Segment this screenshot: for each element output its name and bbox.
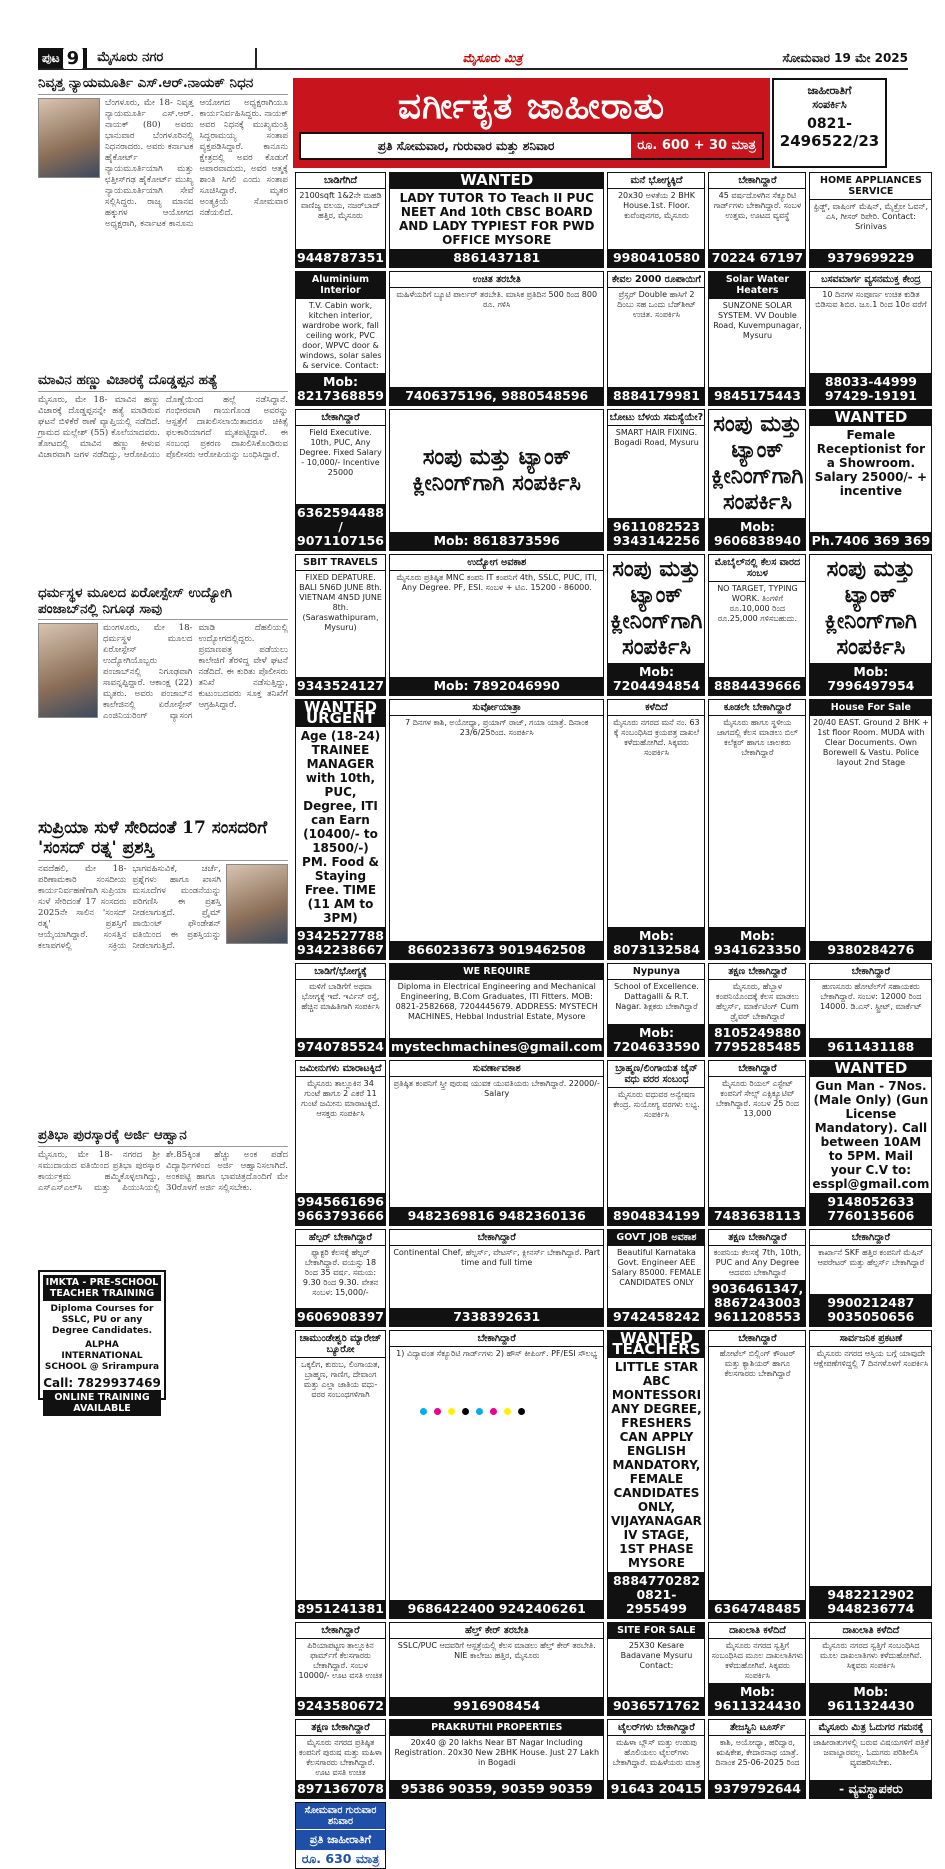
ad-phone: Mob: 9606838940	[709, 518, 805, 550]
story-body: ಬೆಂಗಳೂರು, ಮೇ 18- ನಿವೃತ್ತ ನ್ಯಾಯಮೂರ್ತಿ ಎಸ್.ಆರ್. ನಾಯಕ್ (80) ಅವರು ಭಾನುವಾರ ಬೆಂಗಳೂರಿನಲ್ಲಿ ನಿಧನರಾದರು. ಅವರು ಕರ್ನಾಟಕ ಹೈಕೋರ್ಟ್ ನ್ಯಾಯಮೂರ್ತಿಯಾಗಿ ಮತ್ತು ಛತ್ತೀಸ್‌ಗಢ ಹೈಕೋರ್ಟ್ ಮುಖ್ಯ ನ್ಯಾಯಮೂರ್ತಿಯಾಗಿ ಸೇವೆ ಸಲ್ಲಿಸಿದ್ದರು. ರಾಜ್ಯ ಮಾನವ ಹಕ್ಕುಗಳ ಆಯೋಗದ ಅಧ್ಯಕ್ಷರಾಗಿ, ಕರ್ನಾಟಕ ಕಾನೂನು ಆಯೋಗದ ಅಧ್ಯಕ್ಷರಾಗಿಯೂ ಕಾರ್ಯನಿರ್ವಹಿಸಿದ್ದರು. ನಾಯಕ್ ಅವರ ನಿಧನಕ್ಕೆ ಮುಖ್ಯಮಂತ್ರಿ ಸಿದ್ದರಾಮಯ್ಯ ಸಂತಾಪ ವ್ಯಕ್ತಪಡಿಸಿದ್ದಾರೆ. ಕಾನೂನು ಕ್ಷೇತ್ರದಲ್ಲಿ ಅವರ ಕೊಡುಗೆ ಅಪಾರವಾದುದು, ಅವರ ಆತ್ಮಕ್ಕೆ ಶಾಂತಿ ಸಿಗಲಿ ಎಂದು ಸಂತಾಪ ಸೂಚಿಸಿದ್ದಾರೆ. ಮೃತರ ಅಂತ್ಯಕ್ರಿಯೆ ಸೋಮವಾರ ನಡೆಯಲಿದೆ.	[105, 97, 289, 229]
ad-body: ಮೈಸೂರು ವಧುವರ ಅನ್ವೇಷಣ ಕೇಂದ್ರ. ಸುಯೋಗ್ಯ ವರಗಳು ಲಭ್ಯ. ಸಂಪರ್ಕಿಸಿ	[613, 1090, 700, 1119]
ad-heading: PRAKRUTHI PROPERTIES	[390, 1720, 604, 1736]
ad-heading: ಕಳೆದಿದೆ	[608, 700, 704, 716]
classified-ad	[389, 1622, 605, 1716]
ad-body: ಪ್ರತಿ ಜಾಹೀರಾತಿಗೆ	[309, 1833, 372, 1846]
paper-logo: ಮೈಸೂರು ಮಿತ್ರ	[462, 50, 523, 65]
classified-ad	[389, 699, 605, 960]
ad-body: ಮೈಸೂರು ನಗರದ ಮನೆ ನಂ. 63 ಕ್ಕೆ ಸಂಬಂಧಿಸಿದ ಕ್ರಯಪತ್ರ ದಾಖಲೆ ಕಳೆದುಹೋಗಿದೆ. ಸಿಕ್ಕವರು ಸಂಪರ್ಕಿಸಿ	[613, 718, 700, 757]
ad-heading: WANTED TEACHERS	[608, 1331, 704, 1358]
ad-body: ಕಾಶಿ, ಅಯೋಧ್ಯಾ, ಹರಿದ್ವಾರ, ಋಷಿಕೇಶ, ಕೇದಾರನಾಥ ಯಾತ್ರೆ. ದಿನಾಂಕ 25-06-2025 ರಿಂದ	[715, 1738, 800, 1767]
classified-ad	[389, 409, 605, 551]
classified-ad	[295, 554, 386, 696]
ad-phone: Mob: 9341623350	[709, 927, 805, 959]
ad-heading: Aluminium Interior	[296, 272, 385, 299]
ad-phone: 8884439666	[709, 677, 805, 695]
classified-ad	[607, 172, 705, 268]
classified-ad	[708, 271, 806, 406]
ad-body: Continental Chef, ಹೆಲ್ಪರ್ಸ್, ವೇಟರ್ಸ್, ಕ್ಲೀನರ್ಸ್ ಬೇಕಾಗಿದ್ದಾರೆ. Part time and full time	[393, 1248, 601, 1267]
ad-heading: ಚಾಮುಂಡೇಶ್ವರಿ ಮ್ಯಾರೇಜ್ ಬ್ಯೂರೋ	[296, 1331, 385, 1358]
contact-phone2: 2496522/23	[779, 132, 880, 150]
ad-heading: ಟೈಲರ್‌ಗಳು ಬೇಕಾಗಿದ್ದಾರೆ	[608, 1720, 704, 1736]
ad-heading: ದಾಖಲಾತಿ ಕಳೆದಿದೆ	[709, 1623, 805, 1639]
ad-body: 20/40 EAST. Ground 2 BHK + 1st floor Room. MUDA with Clear Documents. Own Borewell & Vastu. Police layout 2nd Stage	[812, 718, 929, 767]
ad-body: Field Executive. 10th, PUC, Any Degree. Fixed Salary - 10,000/- Incentive 25000	[299, 428, 382, 477]
ad-body: ಸಂಪು ಮತ್ತು ಟ್ಯಾಂಕ್ ಕ್ಲೀನಿಂಗ್‌ಗಾಗಿ ಸಂಪರ್ಕಿಸಿ	[610, 557, 703, 660]
portrait-photo	[38, 98, 100, 178]
news-story	[38, 1126, 288, 1226]
ad-phone: 9606908397	[297, 1309, 384, 1324]
story-headline: ಸುಪ್ರಿಯಾ ಸುಳೆ ಸೇರಿದಂತೆ 17 ಸಂಸದರಿಗೆ 'ಸಂಸದ್ ರತ್ನ' ಪ್ರಶಸ್ತಿ	[38, 817, 288, 861]
ad-heading: ತಕ್ಷಣ ಬೇಕಾಗಿದ್ದಾರೆ	[709, 1230, 805, 1246]
banner-strip	[299, 132, 764, 160]
ad-heading: ಬ್ರಾಹ್ಮಣ/ಲಿಂಗಾಯತ ಜೈನ್ ವಧು ವರರ ಸಂಬಂಧ	[608, 1061, 704, 1088]
ad-heading: ಸುವರ್ಣಾವಕಾಶ	[390, 1061, 604, 1077]
classified-ad	[809, 699, 932, 960]
ad-body: 1) ವಿದ್ಯಾವಂತ ಸೆಕ್ಯೂರಿಟಿ ಗಾರ್ಡ್‌ಗಳು 2) ಹೌಸ್ ಕೀಪಿಂಗ್. PF/ESI ಸೌಲಭ್ಯ	[396, 1349, 598, 1358]
ad-body: ಸಂಪು ಮತ್ತು ಟ್ಯಾಂಕ್ ಕ್ಲೀನಿಂಗ್‌ಗಾಗಿ ಸಂಪರ್ಕಿಸಿ	[711, 412, 804, 515]
banner-price: ರೂ. 600 + 30 ಮಾತ್ರ	[631, 134, 762, 158]
classified-ad	[295, 1060, 386, 1226]
ad-phone: mystechmachines@gmail.com	[390, 1039, 603, 1054]
ad-phone: 9740785524	[297, 1039, 384, 1054]
ad-heading: ಬೇಕಾಗಿದ್ದಾರೆ	[709, 1331, 805, 1347]
ad-heading: HOME APPLIANCES SERVICE	[810, 173, 931, 200]
ad-heading: ಬೇಕಾಗಿದ್ದಾರೆ	[810, 964, 931, 980]
ad-phone: Mob: 8618373596	[390, 532, 604, 550]
ad-phone: - ವ್ಯವಸ್ಥಾಪಕರು	[810, 1780, 931, 1798]
ad-body: ಮೈಸೂರು ಹಾಗೂ ಸ್ಥಳೀಯ ಜಾಗದಲ್ಲಿ ಕೆಲಸ ಮಾಡಲು ಬಿಲ್ ಕಲೆಕ್ಟರ್ ಹಾಗೂ ಚಾಲಕರು ಬೇಕಾಗಿದ್ದಾರೆ	[716, 718, 798, 757]
ad-phone: 95386 90359, 90359 90359	[390, 1780, 604, 1798]
ad-phone: 9945661696 9663793666	[297, 1194, 384, 1223]
contact-line1: ಜಾಹೀರಾತಿಗೆ	[807, 84, 852, 97]
ad-body: 10 ದಿನಗಳ ಸಂಪೂರ್ಣ ಉಚಿತ ಕುಡಿತ ಬಿಡಿಸುವ ಶಿಬಿರ. ಜೂ.1 ರಿಂದ 10ರ ವರೆಗೆ	[815, 290, 927, 309]
ad-phone: 9036461347, 8867243003 9611208553	[709, 1280, 805, 1326]
ad-phone: Mob: 7996497954	[810, 663, 931, 695]
ad-phone: 9482212902 9448236774	[810, 1586, 931, 1618]
banner-days: ಪ್ರತಿ ಸೋಮವಾರ, ಗುರುವಾರ ಮತ್ತು ಶನಿವಾರ	[377, 138, 555, 153]
ad-heading: SBIT TRAVELS	[296, 555, 385, 571]
classified-ad	[607, 1622, 705, 1716]
ad-phone: Ph.7406 369 369	[811, 533, 931, 548]
ad-body: 25X30 Kesare Badavane Mysuru Contact:	[620, 1641, 693, 1670]
ad-phone: 9379699229	[810, 249, 931, 267]
contact-phone1: 0821-	[807, 116, 852, 132]
news-column	[38, 74, 288, 1404]
classified-ad	[708, 1622, 806, 1716]
ad-phone: 8971367078	[297, 1781, 384, 1796]
ad-body: ಪ್ರತಿಷ್ಠಿತ ಕಂಪನಿಗೆ ಸ್ತ್ರೀ ಪುರುಷ ಯುವಕ ಯುವತಿಯರು ಬೇಕಾಗಿದ್ದಾರೆ. 22000/- Salary	[393, 1079, 600, 1098]
ad-phone: 9742458242	[608, 1308, 704, 1326]
ad-body: ಮೈಸೂರು ಪ್ರತಿಷ್ಠಿತ MNC ಕಂಪನಿ IT ಕಂಪನಿಗೆ 4th, SSLC, PUC, ITI, Any Degree. PF, ESI. ಸಂಬಳ + ಟಿಎ. 15200 - 86000.	[396, 573, 597, 592]
ad-phone: 8884770282 0821-2955499	[608, 1572, 704, 1618]
classified-ad	[607, 409, 705, 551]
ad-body: LITTLE STAR ABC MONTESSORI ANY DEGREE, FRESHERS CAN APPLY ENGLISH MANDATORY, FEMALE CANDIDATES ONLY, VIJAYANAGAR IV STAGE, 1ST PHASE MYSORE	[611, 1360, 702, 1570]
ad-body: Beautiful Karnataka Govt. Engineer AEE Salary 85000. FEMALE CANDIDATES ONLY	[611, 1248, 702, 1287]
ad-phone: Mob: 9611324430	[810, 1683, 931, 1715]
ad-body: ಫ್ಯಾಕ್ಟರಿ ಕೆಲಸಕ್ಕೆ ಹೆಲ್ಪರ್ ಬೇಕಾಗಿದ್ದಾರೆ. ವಯಸ್ಸು 18 ರಿಂದ 35 ವರ್ಷ. ಸಮಯ: 9.30 ರಿಂದ 9.30. ವೇತನ ಸಂಬಳ: 15,000/-	[302, 1248, 379, 1297]
classified-ad	[607, 1229, 705, 1327]
classified-ad	[295, 1622, 386, 1716]
ad-body: FIXED DEPATURE. BALI 5N6D JUNE 8th. VIETNAM 4N5D JUNE 8th. (Saraswathipuram, Mysuru)	[299, 573, 382, 632]
classified-ad	[809, 1060, 932, 1226]
ad-body: ಮೈಸೂರು ನಗರದ ಸ್ವತ್ತಿಗೆ ಸಂಬಂಧಿಸಿದ ಮೂಲ ದಾಖಲಾತಿಗಳು ಕಳೆದುಹೋಗಿವೆ. ಸಿಕ್ಕವರು ಸಂಪರ್ಕಿಸಿ	[819, 1641, 922, 1670]
ad-body: ಮೈಸೂರು ನಗರದ ಆಸ್ತಿಯ ಬಗ್ಗೆ ಯಾವುದೇ ಆಕ್ಷೇಪಣೆಗಳಿದ್ದಲ್ಲಿ 7 ದಿನಗಳೊಳಗೆ ಸಂಪರ್ಕಿಸಿ	[813, 1349, 929, 1368]
classified-ad	[389, 271, 605, 406]
ad-phone: 8951241381	[297, 1601, 384, 1616]
classified-ad	[708, 1330, 806, 1619]
ad-heading: ಜಮೀನುಗಳು ಮಾರಾಟಕ್ಕಿದೆ	[296, 1061, 385, 1077]
ad-heading: ಬೇಕಾಗಿದ್ದಾರೆ	[709, 173, 805, 189]
ad-phone: 9686422400 9242406261	[390, 1600, 604, 1618]
school-ad	[38, 1270, 166, 1414]
ad-phone: 88033-44999 97429-19191	[810, 373, 931, 405]
ad-body: Diploma in Electrical Engineering and Mechanical Engineering, B.Com Graduates, ITI Fitters. MOB: 0821-2582668, 7204445679. ADDRESS: MYSTECH MACHINES, Hebbal Industrial Estate, Mysore	[395, 982, 598, 1021]
ad-phone: 6364748485	[709, 1600, 805, 1618]
ad-phone: 9243580672	[297, 1698, 384, 1713]
ad-phone: Mob: 8073132584	[608, 927, 704, 959]
ad-phone: 8660233673 9019462508	[390, 941, 604, 959]
ad-phone: 6362594488 / 9071107156	[297, 505, 384, 548]
ad-body: ಮೈಸೂರು ತಾಲ್ಲೂಕಿನ 34 ಗುಂಟೆ ಹಾಗೂ 2 ಎಕರೆ 11 ಗುಂಟೆ ಜಮೀನು ಮಾರಾಟಕ್ಕಿದೆ. ಆಸಕ್ತರು ಸಂಪರ್ಕಿಸಿ	[301, 1079, 380, 1118]
news-story	[38, 817, 288, 1121]
ad-phone: 8884179981	[608, 387, 704, 405]
ad-phone: 91643 20415	[608, 1780, 704, 1798]
ad-heading: SITE FOR SALE	[608, 1623, 704, 1639]
ad-heading: WANTED	[810, 1061, 931, 1077]
section-title: ಮೈಸೂರು ನಗರ	[97, 48, 257, 68]
classified-ad	[389, 172, 605, 268]
ad-heading: ಸುರ್ವೋಯಾತ್ರಾ	[390, 700, 604, 716]
ad-phone: Mob: 7204633590	[608, 1024, 704, 1056]
ad-phone: 9343524127	[297, 678, 384, 693]
ad-heading: ಉದ್ಯೋಗ ಅವಕಾಶ	[390, 555, 604, 571]
ad-phone: Mob: 7204494854	[608, 663, 704, 695]
ad-heading: Nypunya	[608, 964, 704, 980]
classified-ad	[607, 963, 705, 1057]
classified-ad	[295, 1330, 386, 1619]
ad-phone: Mob: 7892046990	[390, 677, 604, 695]
ad-phone: 9379792644	[709, 1780, 805, 1798]
ad-heading: ಬೇಕಾಗಿದ್ದಾರೆ	[810, 1230, 931, 1246]
ad-body: ಸಂಪು ಮತ್ತು ಟ್ಯಾಂಕ್ ಕ್ಲೀನಿಂಗ್‌ಗಾಗಿ ಸಂಪರ್ಕಿಸಿ	[824, 557, 917, 660]
ad-body: Age (18-24) TRAINEE MANAGER with 10th, PUC, Degree, ITI can Earn (10400/- to 18500/-) PM. Food & Staying Free. TIME (11 AM to 3PM)	[300, 729, 381, 925]
ad-body: ಪ್ರೆಸ್ಸರ್ Double ಹಾಸಿಗೆ 2 ದಿಂಬು ಸಹ ಒಂದು ಬೆಡ್‌ಶೀಟ್ ಉಚಿತ. ಸಂಪರ್ಕಿಸಿ	[617, 290, 696, 319]
ad-body: ಕಂಪನಿಯ ಕೆಲಸಕ್ಕೆ 7th, 10th, PUC and Any Degree ಆದವರು ಬೇಕಾಗಿದ್ದಾರೆ	[713, 1248, 802, 1277]
news-story	[38, 371, 288, 579]
classified-ad	[295, 1802, 386, 1869]
ad-heading: ಬೇಕಾಗಿದ್ದಾರೆ	[390, 1230, 604, 1246]
banner-title: ವರ್ಗೀಕೃತ ಜಾಹೀರಾತು	[397, 86, 666, 127]
classified-ad	[607, 554, 705, 696]
ad-body: Female Receptionist for a Showroom. Salary 25000/- + incentive	[814, 428, 928, 498]
ad-heading: House For Sale	[810, 700, 931, 716]
news-story	[38, 584, 288, 812]
ad-heading: WANTED	[390, 173, 604, 189]
ad-contact-box	[772, 78, 887, 168]
ad-heading: ಬಾಡಿಗೆಗಿದೆ	[296, 173, 385, 189]
ad-phone: 9980410580	[608, 249, 704, 267]
classified-ad	[708, 172, 806, 268]
ad-body: 20x30 ಅಳತೆಯ 2 BHK House.1st. Floor. ಕುವೆಂಪುನಗರ, ಮೈಸೂರು	[617, 191, 695, 220]
ad-heading: ಹೆಲ್ತ್ ಕೇರ್ ತರಬೇತಿ	[390, 1623, 604, 1639]
school-ad-name: ALPHA INTERNATIONAL SCHOOL @ Srirampura	[44, 1340, 160, 1372]
story-body: ಮಂಗಳೂರು, ಮೇ 18- ಧರ್ಮಸ್ಥಳ ಮೂಲದ ಏರೋಸ್ಪೇಸ್ ಉದ್ಯೋಗಿಯೊಬ್ಬರು ಪಂಜಾಬ್‌ನಲ್ಲಿ ನಿಗೂಢವಾಗಿ ಸಾವನ್ನಪ್ಪಿದ್ದಾರೆ. ಆಕಾಂಕ್ಷ (22) ಮೃತರು. ಅವರು ಪಂಜಾಬ್‌ನ ಕಾಲೇಜಿನಲ್ಲಿ ಏರೋಸ್ಪೇಸ್ ಎಂಜಿನಿಯರಿಂಗ್ ವ್ಯಾಸಂಗ ಮಾಡಿ ದೆಹಲಿಯಲ್ಲಿ ಉದ್ಯೋಗದಲ್ಲಿದ್ದರು. ಪ್ರಮಾಣಪತ್ರ ಪಡೆಯಲು ಕಾಲೇಜಿಗೆ ತೆರಳಿದ್ದ ವೇಳೆ ಘಟನೆ ನಡೆದಿದೆ. ಈ ಕುರಿತು ಪೊಲೀಸರು ತನಿಖೆ ನಡೆಸುತ್ತಿದ್ದು, ಕುಟುಂಬದವರು ಸೂಕ್ತ ತನಿಖೆಗೆ ಆಗ್ರಹಿಸಿದ್ದಾರೆ.	[103, 623, 288, 722]
classified-ad	[708, 699, 806, 960]
classified-ad	[389, 554, 605, 696]
classified-ad	[389, 1060, 605, 1226]
contact-line2: ಸಂಪರ್ಕಿಸಿ	[812, 98, 847, 111]
ad-heading: ಬೋಟು ಬೆಳಯ ಸಮಸ್ಯೆಯೇ?	[608, 410, 704, 426]
ad-heading: ತೇಜಸ್ವಿನಿ ಟೂರ್ಸ್	[709, 1720, 805, 1736]
ad-phone: 9482369816 9482360136	[390, 1207, 604, 1225]
classified-ad	[809, 1622, 932, 1716]
classified-ad	[607, 1719, 705, 1799]
ad-heading: ಕೂಡಲೇ ಬೇಕಾಗಿದ್ದಾರೆ	[709, 700, 805, 716]
ad-heading: ದಾಖಲಾತಿ ಕಳೆದಿದೆ	[810, 1623, 931, 1639]
ad-phone: 7483638113	[709, 1207, 805, 1225]
classified-ad	[295, 1229, 386, 1327]
ad-body: 7 ದಿನಗಳ ಕಾಶಿ, ಅಯೋಧ್ಯಾ, ಪ್ರಯಾಗ್ ರಾಜ್, ಗಯಾ ಯಾತ್ರೆ. ದಿನಾಂಕ 23/6/25ರಿಂದ. ಸಂಪರ್ಕಿಸಿ	[405, 718, 589, 737]
ad-heading: WANTED URGENT	[296, 700, 385, 727]
ad-phone: 9148052633 7760135606	[810, 1193, 931, 1225]
ad-heading: GOVT JOB ಅವಕಾಶ	[608, 1230, 704, 1246]
classified-ad	[389, 1330, 605, 1619]
portrait-photo	[226, 864, 288, 944]
ad-phone: 8105249880 7795285485	[709, 1024, 805, 1056]
ad-body: ಮೈಸೂರು ನಗರದ ಪ್ರತಿಷ್ಠಿತ ಕಂಪನಿಗೆ ಪುರುಷ ಮತ್ತು ಮಹಿಳಾ ಕೆಲಸಗಾರರು ಬೇಕಾಗಿದ್ದಾರೆ. ಊಟ ವಸತಿ ಉಚಿತ	[298, 1738, 383, 1777]
classified-ad	[295, 172, 386, 268]
ad-phone: 9900212487 9035050656	[810, 1294, 931, 1326]
ad-heading: ಬೇಕಾಗಿದ್ದಾರೆ	[296, 410, 385, 426]
ad-phone: 8904834199	[608, 1207, 704, 1225]
ad-heading: ಬಾಡಿಗೆ/ಭೋಗ್ಯಕ್ಕೆ	[296, 964, 385, 980]
news-story	[38, 74, 288, 366]
ad-heading: Solar Water Heaters	[709, 272, 805, 299]
ad-body: School of Excellence. Dattagalli & R.T. Nagar. ಶಿಕ್ಷಕರು ಬೇಕಾಗಿದ್ದಾರೆ	[614, 982, 699, 1011]
ad-body: Gun Man - 7Nos. (Male Only) (Gun License Mandatory). Call between 10AM to 5PM. Mail your C.V to: esspl@gmail.com	[812, 1079, 930, 1191]
classified-ad	[389, 1719, 605, 1799]
ad-phone: 9916908454	[390, 1697, 604, 1715]
ad-heading: ಮನೆ ಭೋಗ್ಯಕ್ಕಿದೆ	[608, 173, 704, 189]
classified-ad	[708, 554, 806, 696]
school-ad-title: IMKTA - PRE-SCHOOL TEACHER TRAINING	[43, 1275, 161, 1301]
classified-ad	[607, 699, 705, 960]
ad-heading: ಬಸವಮಾರ್ಗ ವ್ಯಸನಮುಕ್ತ ಕೇಂದ್ರ	[810, 272, 931, 288]
classifieds-banner	[293, 78, 770, 168]
ad-heading: ಸೋಮವಾರ ಗುರುವಾರ ಶನಿವಾರ	[296, 1803, 385, 1830]
ad-heading: ಮೈಸೂರು ಮಿತ್ರ ಓದುಗರ ಗಮನಕ್ಕೆ	[810, 1720, 931, 1736]
registration-marks	[0, 1408, 945, 1418]
ad-body: ಹೋಟೆಲ್ ಬಿಲ್ಲಿಂಗ್ ಕೌಂಟರ್ ಮತ್ತು ಕ್ಯಾಶಿಯರ್ ಹಾಗೂ ಕೆಲಸಗಾರರು ಬೇಕಾಗಿದ್ದಾರೆ	[719, 1349, 796, 1378]
ad-body: ಮಹಿಳಾ ಬ್ಲೌಸ್ ಮತ್ತು ಉಡುಪು ಹೊಲಿಯಲು ಟೈಲರ್‌ಗಳು ಬೇಕಾಗಿದ್ದಾರೆ. ಮಹಿಳೆಯರು ಮಾತ್ರ	[612, 1738, 701, 1767]
ad-body: ಪಿರಿಯಾಪಟ್ಟಣ ತಾಲ್ಲೂಕಿನ ಫಾರ್ಮ್‌ಗೆ ಕೆಲಸಗಾರರು ಬೇಕಾಗಿದ್ದಾರೆ. ಸಂಬಳ 10000/- ಊಟ ವಸತಿ ಉಚಿತ	[298, 1641, 383, 1680]
classified-ad	[809, 409, 932, 551]
ad-body: ಫ್ರಿಡ್ಜ್, ವಾಷಿಂಗ್ ಮೆಷಿನ್, ಮೈಕ್ರೋ ಓವನ್, ಎಸಿ, ಗೀಸರ್ ರಿಪೇರಿ. Contact: Srinivas	[813, 202, 929, 231]
story-headline: ಮಾವಿನ ಹಣ್ಣು ವಿಚಾರಕ್ಕೆ ದೊಡ್ಡಪ್ಪನ ಹತ್ಯೆ	[38, 371, 288, 392]
classified-ad	[295, 409, 386, 551]
ad-heading: ಬೇಕಾಗಿದ್ದಾರೆ	[709, 1061, 805, 1077]
story-headline: ಧರ್ಮಸ್ಥಳ ಮೂಲದ ಏರೋಸ್ಪೇಸ್ ಉದ್ಯೋಗಿ ಪಂಜಾಬ್‌ನಲ್ಲಿ ನಿಗೂಢ ಸಾವು	[38, 584, 288, 620]
classified-ads-grid	[295, 171, 931, 1866]
classified-ad	[809, 963, 932, 1057]
classified-ad	[295, 699, 386, 960]
ad-body: ಸಂಪು ಮತ್ತು ಟ್ಯಾಂಕ್ ಕ್ಲೀನಿಂಗ್‌ಗಾಗಿ ಸಂಪರ್ಕಿಸಿ	[412, 445, 581, 496]
ad-phone: 9611431188	[810, 1038, 931, 1056]
ad-body: ಜಾಹೀರಾತುಗಳಲ್ಲಿ ಬರುವ ವಿಷಯಗಳಿಗೆ ಪತ್ರಿಕೆ ಜವಾಬ್ದಾರವಲ್ಲ. ಓದುಗರು ಪರಿಶೀಲಿಸಿ ವ್ಯವಹರಿಸಬೇಕು.	[813, 1738, 929, 1767]
ad-body: ಮೈಸೂರು, ಹೆಬ್ಬಾಳ ಕಂಪನಿಯೊಂದಕ್ಕೆ ಕೆಲಸ ಮಾಡಲು ಹೆಲ್ಪರ್ಸ್, ಮಾರ್ಕೆಟಿಂಗ್ Cum ಡ್ರೈವರ್ ಬೇಕಾಗಿದ್ದಾರೆ	[715, 982, 799, 1021]
ad-phone: 9036571762	[608, 1697, 704, 1715]
ad-phone: Mob: 8217368859	[297, 374, 384, 403]
school-ad-note: ONLINE TRAINING AVAILABLE	[43, 1390, 161, 1416]
ad-phone: 8861437181	[390, 249, 604, 267]
ad-heading: ಸಾರ್ವಜನಿಕ ಪ್ರಕಟಣೆ	[810, 1331, 931, 1347]
ad-heading: WANTED	[810, 410, 931, 426]
ad-body: 20x40 @ 20 lakhs Near BT Nagar Including Registration. 20x30 New 2BHK House. Just 27 Lakh in Bogadi	[394, 1738, 600, 1767]
ad-heading: ಬೇಕಾಗಿದ್ದಾರೆ	[390, 1331, 604, 1347]
classified-ad	[809, 1719, 932, 1799]
school-ad-sub: Diploma Courses for SSLC, PU or any Degree Candidates.	[50, 1304, 154, 1336]
story-headline: ಪ್ರತಿಭಾ ಪುರಸ್ಕಾರಕ್ಕೆ ಅರ್ಜಿ ಆಹ್ವಾನ	[38, 1126, 288, 1147]
classified-ad	[607, 1330, 705, 1619]
classified-ad	[295, 271, 386, 406]
school-ad-phone: Call: 7829937469	[43, 1376, 161, 1390]
ad-heading: WE REQUIRE	[390, 964, 604, 980]
ad-body: SUNZONE SOLAR SYSTEM. VV Double Road, Kuvempunagar, Mysuru	[713, 301, 802, 340]
classified-ad	[809, 271, 932, 406]
classified-ad	[389, 1229, 605, 1327]
ad-body: LADY TUTOR TO Teach II PUC NEET And 10th CBSC BOARD AND LADY TYPIEST FOR PWD OFFICE MYSORE	[398, 191, 595, 247]
ad-body: 2100sqft 1&2ನೇ ಮಹಡಿ ವಾಣಿಜ್ಯ ವಲಯ, ನಜರ್‌ಬಾದ್ ಹತ್ತಿರ, ಮೈಸೂರು	[299, 191, 382, 220]
ad-heading: ತಕ್ಷಣ ಬೇಕಾಗಿದ್ದಾರೆ	[709, 964, 805, 980]
ad-phone: 9845175443	[709, 387, 805, 405]
ad-heading: ತಕ್ಷಣ ಬೇಕಾಗಿದ್ದಾರೆ	[296, 1720, 385, 1736]
classified-ad	[809, 172, 932, 268]
classified-ad	[607, 271, 705, 406]
ad-heading: ಕೇವಲ 2000 ರೂಪಾಯಿಗೆ	[608, 272, 704, 288]
story-body: ಮೈಸೂರು, ಮೇ 18- ನಗರದ ಶ್ರೀ ಸಮುದಾಯದ ವತಿಯಿಂದ ಪ್ರತಿಭಾ ಪುರಸ್ಕಾರ ಕಾರ್ಯಕ್ರಮ ಹಮ್ಮಿಕೊಳ್ಳಲಾಗಿದ್ದು, ಎಸ್‌ಎಸ್‌ಎಲ್‌ಸಿ ಮತ್ತು ಪಿಯುಸಿಯಲ್ಲಿ ಶೇ.85ಕ್ಕಿಂತ ಹೆಚ್ಚು ಅಂಕ ಪಡೆದ ವಿದ್ಯಾರ್ಥಿಗಳಿಂದ ಅರ್ಜಿ ಆಹ್ವಾನಿಸಲಾಗಿದೆ. ಅಂಕಪಟ್ಟಿ ಹಾಗೂ ಭಾವಚಿತ್ರದೊಂದಿಗೆ ಮೇ 30ರೊಳಗೆ ಅರ್ಜಿ ಸಲ್ಲಿಸಬೇಕು.	[38, 1149, 288, 1193]
issue-date: ಸೋಮವಾರ 19 ಮೇ 2025	[782, 50, 908, 65]
classified-ad	[295, 1719, 386, 1799]
ad-body: ಒಕ್ಕಲಿಗ, ಕುರುಬ, ಲಿಂಗಾಯತ, ಬ್ರಾಹ್ಮಣ, ಗಾಣಿಗ, ದೇವಾಂಗ ಮತ್ತು ಎಲ್ಲಾ ಜಾತಿಯ ವಧು-ವರರ ಸಂಬಂಧಗಳಿಗಾಗಿ	[301, 1360, 380, 1399]
ad-phone: Mob: 9611324430	[709, 1683, 805, 1715]
story-body: ಮೈಸೂರು, ಮೇ 18- ಮಾವಿನ ಹಣ್ಣು ವಿಚಾರಕ್ಕೆ ದೊಡ್ಡಪ್ಪನನ್ನೇ ಹತ್ಯೆ ಮಾಡಿರುವ ಘಟನೆ ಬಿಳಿಕೆರೆ ಠಾಣೆ ವ್ಯಾಪ್ತಿಯಲ್ಲಿ ನಡೆದಿದೆ. ಗ್ರಾಮದ ಮಲ್ಲೇಶ್ (55) ಕೊಲೆಯಾದವರು. ತೋಟದಲ್ಲಿ ಮಾವಿನ ಹಣ್ಣು ಕೀಳುವ ವಿಚಾರವಾಗಿ ಜಗಳ ನಡೆದಿದ್ದು, ಆರೋಪಿಯು ದೊಣ್ಣೆಯಿಂದ ಹಲ್ಲೆ ನಡೆಸಿದ್ದಾನೆ. ಗಂಭೀರವಾಗಿ ಗಾಯಗೊಂಡ ಅವರನ್ನು ಆಸ್ಪತ್ರೆಗೆ ದಾಖಲಿಸಲಾಯಿತಾದರೂ ಚಿಕಿತ್ಸೆ ಫಲಕಾರಿಯಾಗದೆ ಮೃತಪಟ್ಟಿದ್ದಾರೆ. ಈ ಸಂಬಂಧ ಪ್ರಕರಣ ದಾಖಲಿಸಿಕೊಂಡಿರುವ ಪೊಲೀಸರು ಆರೋಪಿಯನ್ನು ಬಂಧಿಸಿದ್ದಾರೆ.	[38, 394, 288, 460]
classified-ad	[708, 1229, 806, 1327]
ad-heading: ಮೊಬೈಲ್‌ನಲ್ಲಿ ಕೆಲಸ ವಾರದ ಸಂಬಳ	[709, 555, 805, 582]
story-headline: ನಿವೃತ್ತ ನ್ಯಾಯಮೂರ್ತಿ ಎಸ್.ಆರ್.ನಾಯಕ್ ನಿಧನ	[38, 74, 288, 95]
classified-ad	[389, 963, 605, 1057]
ad-body: SMART HAIR FIXING. Bogadi Road, Mysuru	[614, 428, 699, 447]
classified-ad	[809, 1229, 932, 1327]
ad-body: ಮೈಸೂರು ರಿಯಲ್ ಎಸ್ಟೇಟ್ ಕಂಪನಿಗೆ ಸೇಲ್ಸ್ ಎಕ್ಸಿಕ್ಯೂಟಿವ್ ಬೇಕಾಗಿದ್ದಾರೆ. ಸಂಬಳ 25 ರಿಂದ 13,000	[715, 1079, 799, 1118]
classified-ad	[809, 1330, 932, 1619]
ad-heading: ಬೇಕಾಗಿದ್ದಾರೆ	[296, 1623, 385, 1639]
ad-phone: 9342527788 9342238667	[297, 928, 384, 957]
classified-ad	[708, 1060, 806, 1226]
classified-ad	[708, 409, 806, 551]
classified-ad	[607, 1060, 705, 1226]
ad-phone: 70224 67197	[709, 249, 805, 267]
classified-ad	[708, 1719, 806, 1799]
ad-phone: 7406375196, 9880548596	[390, 387, 604, 405]
story-body: ನವದೆಹಲಿ, ಮೇ 18- ಪರಿಣಾಮಕಾರಿ ಸಂಸದೀಯ ಕಾರ್ಯನಿರ್ವಹಣೆಗಾಗಿ ಸುಪ್ರಿಯಾ ಸುಳೆ ಸೇರಿದಂತೆ 17 ಸಂಸದರು 2025ನೇ ಸಾಲಿನ 'ಸಂಸದ್ ರತ್ನ' ಪ್ರಶಸ್ತಿಗೆ ಆಯ್ಕೆಯಾಗಿದ್ದಾರೆ. ಸಂಸತ್ತಿನ ಕಲಾಪಗಳಲ್ಲಿ ಸಕ್ರಿಯ ಭಾಗವಹಿಸುವಿಕೆ, ಚರ್ಚೆ, ಪ್ರಶ್ನೆಗಳು ಹಾಗೂ ಖಾಸಗಿ ಮಸೂದೆಗಳ ಮಂಡನೆಯನ್ನು ಪರಿಗಣಿಸಿ ಈ ಪ್ರಶಸ್ತಿ ನೀಡಲಾಗುತ್ತದೆ. ಪ್ರೈಮ್ ಪಾಯಿಂಟ್ ಫೌಂಡೇಶನ್ ವತಿಯಿಂದ ಈ ಪ್ರಶಸ್ತಿಯನ್ನು ನೀಡಲಾಗುತ್ತಿದೆ.	[38, 864, 221, 952]
ad-body: T.V. Cabin work, kitchen interior, wardrobe work, fall ceiling work, PVC door, WPVC door & windows, solar sales & service. Contact:	[299, 301, 382, 370]
ad-heading: ಹೆಲ್ಪರ್ ಬೇಕಾಗಿದ್ದಾರೆ	[296, 1230, 385, 1246]
ad-body: ಹುಣಸೂರು ಹೋಟೆಲ್‌ಗೆ ಸಹಾಯಕರು ಬೇಕಾಗಿದ್ದಾರೆ. ಸಂಬಳ: 12000 ರಿಂದ 14000. ಡಿ.ಎಸ್. ಸ್ಟ್ರೀಟ್, ಮಾರ್ಕೆಟ್	[820, 982, 922, 1011]
ad-body: ಮಹಿಳೆಯರಿಗೆ ಬ್ಯೂಟಿ ಪಾರ್ಲರ್ ತರಬೇತಿ. ಮಾಸಿಕ ಪ್ರತಿದಿನ 500 ರಿಂದ 800 ರೂ. ಗಳಿಸಿ	[396, 290, 598, 309]
masthead	[38, 48, 908, 70]
ad-body: ಕಾರ್ಖಾನೆ SKF ಹತ್ತಿರ ಕಂಪನಿಗೆ ಮೆಷಿನ್ ಆಪರೇಟರ್ ಮತ್ತು ಹೆಲ್ಪರ್ಸ್ ಬೇಕಾಗಿದ್ದಾರೆ	[817, 1248, 925, 1267]
page-number: ಪುಟ 9	[38, 48, 87, 68]
ad-body: ಮೈಸೂರು ನಗರದ ಸ್ವತ್ತಿಗೆ ಸಂಬಂಧಿಸಿದ ಮೂಲ ದಾಖಲಾತಿಗಳು ಕಳೆದುಹೋಗಿವೆ. ಸಿಕ್ಕವರು ಸಂಪರ್ಕಿಸಿ	[711, 1641, 804, 1680]
ad-heading: ಉಚಿತ ತರಬೇತಿ	[390, 272, 604, 288]
ad-phone: 7338392631	[390, 1308, 604, 1326]
ad-body: NO TARGET, TYPING WORK. ತಿಂಗಳಿಗೆ ರೂ.10,000 ರಿಂದ ರೂ.25,000 ಗಳಿಸಬಹುದು.	[717, 584, 798, 623]
ad-body: 45 ವರ್ಷದೊಳಗಿನ ಸೆಕ್ಯೂರಿಟಿ ಗಾರ್ಡ್‌ಗಳು ಬೇಕಾಗಿದ್ದಾರೆ. ಸಂಬಳ ಉತ್ತಮ, ಊಟದ ವ್ಯವಸ್ಥೆ	[713, 191, 802, 220]
ad-phone: 9611082523 9343142256	[608, 518, 704, 550]
ad-phone: 9380284276	[810, 941, 931, 959]
ad-body: ಮಳಿಗೆ ಬಾಡಿಗೆಗೆ ಅಥವಾ ಭೋಗ್ಯಕ್ಕೆ ಇದೆ. ಇರ್ವಿನ್ ರಸ್ತೆ, ಹೆಚ್ಚಿನ ಮಾಹಿತಿಗಾಗಿ ಸಂಪರ್ಕಿಸಿ	[301, 982, 380, 1011]
portrait-photo	[38, 623, 98, 718]
ad-phone: ರೂ. 630 ಮಾತ್ರ	[296, 1850, 385, 1868]
classified-ad	[708, 963, 806, 1057]
ad-phone: 9448787351	[297, 250, 384, 265]
classified-ad	[295, 963, 386, 1057]
classified-ad	[809, 554, 932, 696]
ad-body: SSLC/PUC ಆದವರಿಗೆ ಆಸ್ಪತ್ರೆಯಲ್ಲಿ ಕೆಲಸ ಮಾಡಲು ಹೆಲ್ತ್ ಕೇರ್ ತರಬೇತಿ. NIE ಕಾಲೇಜು ಹತ್ತಿರ, ಮೈಸೂರು	[397, 1641, 596, 1660]
